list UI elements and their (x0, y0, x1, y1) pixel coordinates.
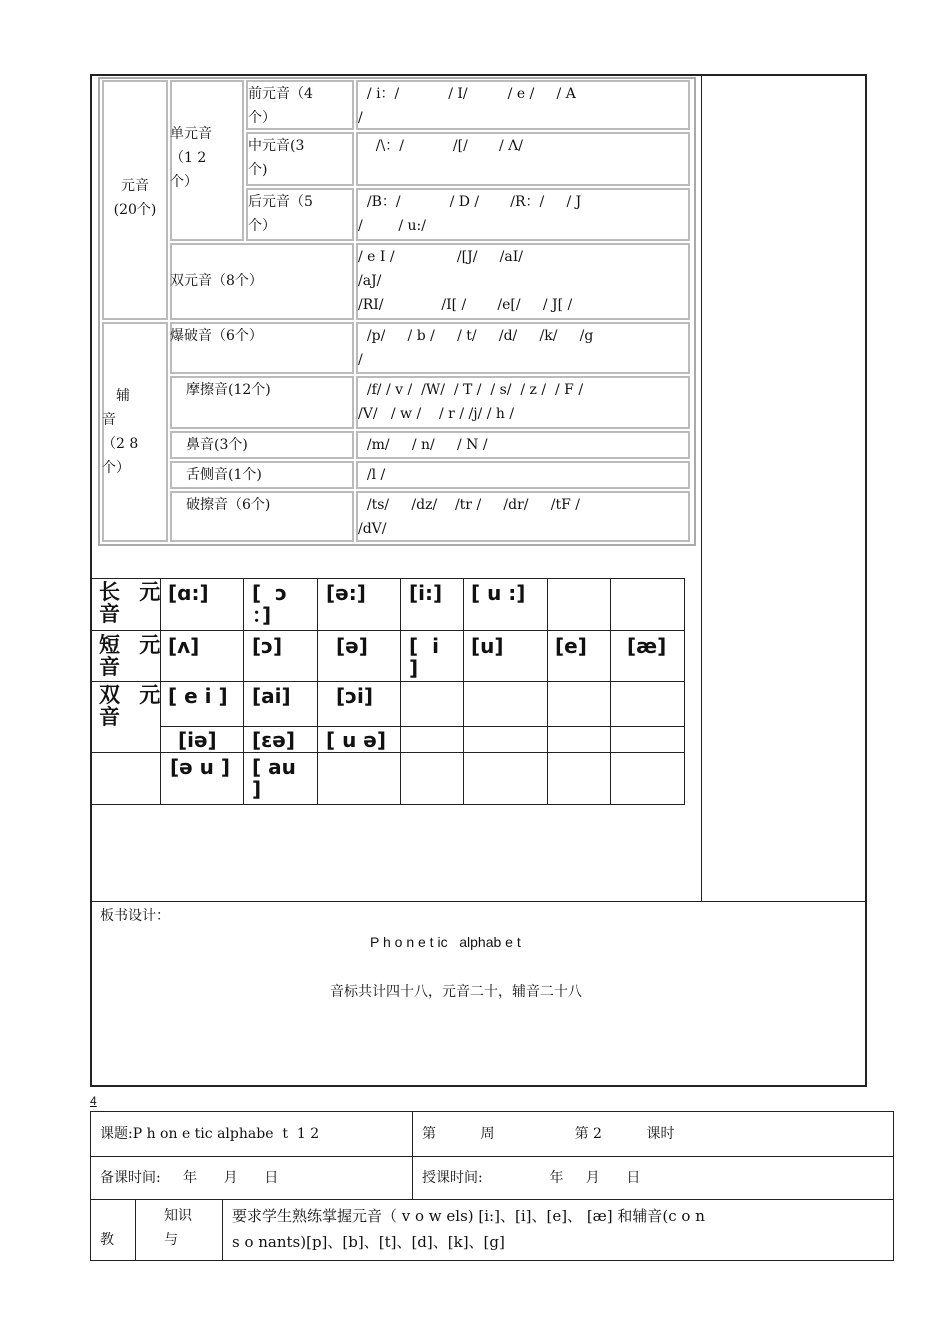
vowel-symbol: [e] (555, 634, 587, 658)
lesson-week-period: 第 周 第 2 课时 (422, 1126, 675, 1142)
vowel-symbol: [ɑ:] (168, 581, 209, 605)
front-vowel-label: 前元音（4 个） (248, 86, 313, 126)
vowel-table-line (90, 804, 685, 805)
lateral-symbols-cell (356, 461, 690, 489)
board-title: P h o n e t ic alphab e t (370, 934, 521, 950)
vowel-symbol: [u] (471, 634, 504, 658)
lesson-knowledge-column: 知识 与 (164, 1208, 192, 1248)
lesson-table-line (90, 1111, 894, 1112)
vowel-symbol: [i:] (409, 581, 443, 605)
lesson-teach-time: 授课时间: 年 月 日 (422, 1170, 641, 1186)
affricate-symbols: /ts/ /dz/ /tr / /dr/ /tF / /dV/ (358, 497, 580, 537)
outer-bottom-border (90, 1085, 867, 1087)
central-vowel-symbols: /\：/ /[/ / Λ/ (358, 138, 523, 154)
outer-top-border (90, 74, 867, 76)
front-vowel-symbols: / i：/ / I/ / e / / A / (358, 86, 576, 126)
lateral-symbols: /l / (358, 467, 386, 483)
back-vowel-label: 后元音（5 个） (248, 194, 313, 234)
outer-left-border (90, 74, 92, 1087)
board-design-label: 板书设计： (100, 908, 170, 924)
lesson-table-line (90, 1111, 91, 1261)
vowel-symbol: [ə] (336, 634, 368, 658)
short-vowel-label: 短 元 音 (99, 632, 167, 679)
lesson-goal: 要求学生熟练掌握元音（ v o w els) [i:]、[i]、[e]、 [æ] 和辅音(c o n s o nants)[p]、[b]、[t]、[d]、[k]、[g] (232, 1207, 705, 1251)
vowel-table-line (243, 578, 244, 805)
diphthong-symbols: / e I / /[J/ /aI/ /aJ/ /RI/ /I[ / /e[/ / J[ / (358, 249, 573, 313)
lesson-table-line (412, 1111, 413, 1200)
lesson-topic: 课题:P h on e tic alphabe t 1 2 (100, 1126, 320, 1142)
vowel-symbol: [ e i ] (168, 684, 228, 708)
lateral-label: 舌侧音(1个) (186, 467, 262, 483)
page-number: 4 (90, 1094, 97, 1108)
vowel-group-label: 元音 (20个) (113, 178, 157, 218)
vowel-table-line (317, 578, 318, 805)
vowel-table-line (463, 578, 464, 805)
lesson-prep-time: 备课时间: 年 月 日 (100, 1170, 279, 1186)
vowel-symbol: [ɔi] (336, 684, 373, 708)
vowel-table-line (547, 578, 548, 805)
vowel-symbol: [ʌ] (168, 634, 200, 658)
plosive-label: 爆破音（6个） (170, 328, 263, 344)
lesson-table-line (90, 1260, 894, 1261)
right-column-divider (701, 74, 702, 902)
monophthong-label: 单元音 （1 2 个） (170, 126, 212, 190)
vowel-symbol: [ɔ] (252, 634, 283, 658)
vowel-symbol: [ au ] (252, 755, 296, 801)
vowel-symbol: [ə u ] (170, 755, 231, 779)
long-vowel-label: 长 元 音 (99, 579, 167, 626)
vowel-symbol: [ ɔ ：] (252, 581, 287, 627)
board-top-border (90, 901, 867, 902)
nasal-symbols: /m/ / n/ / N / (358, 437, 488, 453)
vowel-table-line (90, 681, 685, 682)
vowel-symbol: [ɛə] (252, 728, 295, 752)
lesson-table-line (135, 1199, 136, 1261)
lesson-table-line (222, 1199, 223, 1261)
back-vowel-symbols: /B：/ / D / /R：/ / J / / u:/ (358, 194, 582, 234)
vowel-symbol: [ u ə] (326, 728, 387, 752)
vowel-symbol: [iə] (178, 728, 217, 752)
diphthong-label: 双元音（8个） (170, 273, 263, 289)
consonant-group-label: 辅 音 （2 8 个） (102, 388, 139, 476)
diphthong-vowel-label: 双 元 音 (99, 682, 167, 729)
nasal-label: 鼻音(3个) (186, 437, 248, 453)
affricate-label: 破擦音（6个) (186, 497, 271, 513)
vowel-table-line (90, 752, 685, 753)
plosive-symbols: /p/ / b / / t/ /d/ /k/ /g / (358, 328, 594, 368)
vowel-table-line (90, 578, 685, 579)
vowel-table-line (90, 630, 685, 631)
fricative-label: 摩擦音(12个) (186, 382, 271, 398)
lesson-table-line (90, 1156, 894, 1157)
vowel-symbol: [ai] (252, 684, 291, 708)
lesson-teach-column: 教 (100, 1232, 114, 1248)
central-vowel-label: 中元音(3 个) (248, 138, 305, 178)
lesson-table-line (90, 1199, 894, 1200)
vowel-symbol: [ə:] (326, 581, 366, 605)
outer-right-border (865, 74, 867, 1087)
vowel-table-line (684, 578, 685, 805)
board-summary: 音标共计四十八，元音二十，辅音二十八 (330, 984, 582, 1000)
vowel-table-line (610, 578, 611, 805)
fricative-symbols: /f/ / v / /W/ / T / / s/ / z / / F / /V/ / w / / r / /j/ / h / (358, 382, 584, 422)
vowel-symbol: [ u :] (471, 581, 526, 605)
vowel-table-line (160, 726, 685, 727)
vowel-table-line (400, 578, 401, 805)
lesson-table-line (893, 1111, 894, 1261)
vowel-symbol: [ i ] (409, 634, 439, 680)
vowel-symbol: [æ] (627, 634, 667, 658)
